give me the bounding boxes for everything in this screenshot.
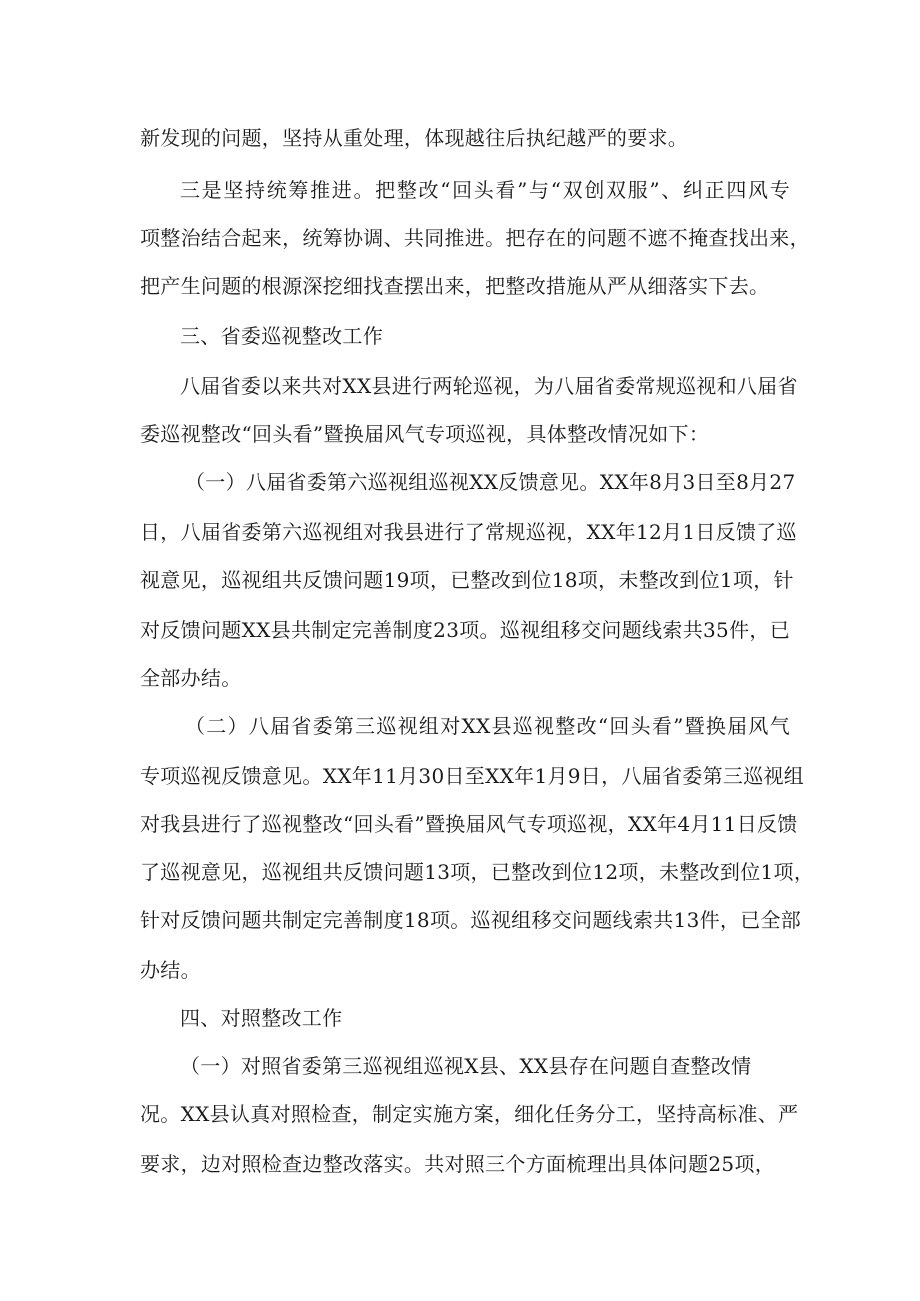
text-line: 项整治结合起来，统筹协调、共同推进。把存在的问题不遮不掩查找出来， xyxy=(140,226,810,250)
text-line: 针对反馈问题共制定完善制度18项。巡视组移交问题线索共13件，已全部 xyxy=(140,908,802,932)
text-line: 把产生问题的根源深挖细找查摆出来，把整改措施从严从细落实下去。 xyxy=(140,274,770,298)
text-line: 了巡视意见，巡视组共反馈问题13项，已整改到位12项，未整改到位1项， xyxy=(140,860,815,884)
text-line: 要求，边对照检查边整改落实。共对照三个方面梳理出具体问题25项， xyxy=(140,1152,776,1176)
text-line: 八届省委以来共对XX县进行两轮巡视，为八届省委常规巡视和八届省 xyxy=(180,374,798,398)
text-line: 办结。 xyxy=(140,958,201,982)
text-line: 委巡视整改“回头看”暨换届风气专项巡视，具体整改情况如下： xyxy=(140,422,710,446)
text-line: （一）八届省委第六巡视组巡视XX反馈意见。XX年8月3日至8月27 xyxy=(185,470,796,494)
text-line: （一）对照省委第三巡视组巡视X县、XX县存在问题自查整改情 xyxy=(180,1054,752,1078)
section-heading: 三、省委巡视整改工作 xyxy=(180,324,383,348)
text-line: 视意见，巡视组共反馈问题19项，已整改到位18项，未整改到位1项，针 xyxy=(140,568,794,592)
text-line: 况。XX县认真对照检查，制定实施方案，细化任务分工，坚持高标准、严 xyxy=(140,1102,799,1126)
text-line: 三是坚持统筹推进。把整改“回头看”与“双创双服”、纠正四风专 xyxy=(180,178,790,202)
text-line: 对我县进行了巡视整改“回头看”暨换届风气专项巡视，XX年4月11日反馈 xyxy=(140,812,798,836)
text-line: 日，八届省委第六巡视组对我县进行了常规巡视，XX年12月1日反馈了巡 xyxy=(140,520,797,544)
text-line: 对反馈问题XX县共制定完善制度23项。巡视组移交问题线索共35件，已 xyxy=(140,618,790,642)
section-heading: 四、对照整改工作 xyxy=(180,1006,343,1030)
text-line: 新发现的问题，坚持从重处理，体现越往后执纪越严的要求。 xyxy=(140,126,689,150)
text-line: 专项巡视反馈意见。XX年11月30日至XX年1月9日，八届省委第三巡视组 xyxy=(140,764,805,788)
text-line: 全部办结。 xyxy=(140,666,242,690)
text-line: （二）八届省委第三巡视组对XX县巡视整改“回头看”暨换届风气 xyxy=(185,714,790,738)
